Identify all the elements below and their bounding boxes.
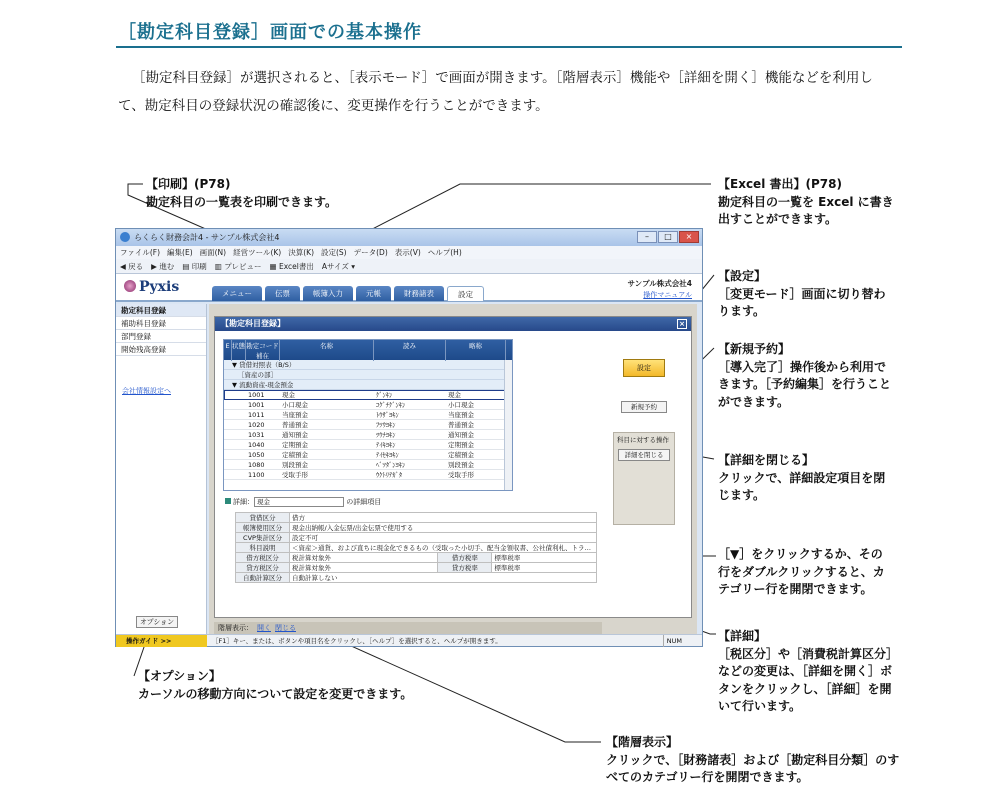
back-label: 戻る (128, 262, 144, 271)
callout-excel (718, 176, 896, 229)
table-cell: ｹﾞﾝｷﾝ (376, 391, 393, 399)
detail-label: 詳細： (233, 498, 254, 506)
callout-print-body: 勘定科目の一覧表を印刷できます。 (146, 194, 338, 209)
detail-row-label: CVP集計区分 (236, 533, 290, 543)
hierarchy-bar (214, 622, 602, 634)
num-lock-indicator: NUM (663, 635, 682, 647)
callout-triangle-text: ［▼］をクリックするか、その行をダブルクリックすると、カテゴリー行を開閉できます。 (718, 547, 885, 596)
sidebar (116, 304, 207, 635)
tab-settings[interactable]: 設定 (447, 286, 484, 301)
callout-detail-body: ［税区分］や［消費税計算区分］などの変更は、［詳細を開く］ボタンをクリックし、［詳細］を開いて行います。 (718, 646, 893, 713)
account-operations-panel (613, 432, 675, 525)
back-button[interactable]: ◀ 戻る (120, 262, 144, 271)
table-cell (224, 440, 246, 449)
callout-option-body: カーソルの移動方向について設定を変更できます。 (138, 686, 413, 701)
manual-link[interactable]: 操作マニュアル (643, 291, 692, 299)
operation-guide-button[interactable]: 操作ガイド >> (116, 635, 207, 647)
option-button[interactable]: オプション (136, 616, 178, 628)
menu-screen[interactable]: 画面(N) (199, 248, 227, 257)
callout-close-detail-title: 【詳細を閉じる】 (718, 453, 815, 467)
table-cell: 1011 (248, 411, 265, 419)
detail-row (236, 573, 597, 583)
detail-row-value[interactable]: 税計算対象外 (290, 563, 438, 573)
intro-paragraph: ［勘定科目登録］が選択されると、［表示モード］で画面が開きます。［階層表示］機能や［詳細を開く］機能などを利用して、勘定科目の登録状況の確認後に、変更操作を行うことができます。 (118, 70, 873, 114)
menu-tools[interactable]: 経営ツール(K) (233, 248, 282, 257)
company-settings-link[interactable]: 会社情報設定へ (122, 387, 171, 395)
settings-button[interactable]: 設定 (623, 359, 665, 377)
category-row[interactable]: ▼ 貸借対照表（B/S） (224, 360, 512, 370)
detail-header (225, 497, 381, 507)
col-name: 名称 (280, 340, 374, 361)
callout-option-title: 【オプション】 (138, 669, 221, 683)
callout-close-detail-body: クリックで、詳細設定項目を閉じます。 (718, 470, 886, 502)
table-cell: 定期預金 (448, 441, 474, 449)
table-cell (224, 430, 246, 439)
detail-row-value[interactable]: 自動計算しない (290, 573, 597, 583)
detail-row-label: 借方税率 (438, 553, 492, 563)
callout-print-page: (P78) (194, 177, 231, 191)
detail-row-label: 科目説明 (236, 543, 290, 553)
table-cell: 普通預金 (282, 421, 308, 429)
table-cell: ｳｹﾄﾘﾃｶﾞﾀ (376, 471, 402, 479)
callout-detail-title: 【詳細】 (718, 629, 767, 643)
tab-financial-statements[interactable]: 財務諸表 (394, 286, 444, 301)
table-cell (224, 390, 246, 399)
callout-excel-page: (P78) (805, 177, 842, 191)
excel-export-button[interactable]: ▦ Excel書出 (269, 262, 314, 271)
detail-row-value[interactable]: 借方 (290, 513, 597, 523)
detail-row (236, 553, 597, 563)
grid-header (224, 340, 512, 360)
table-row[interactable] (224, 390, 512, 400)
paper-size-label: Aサイズ (321, 262, 349, 271)
table-cell (224, 400, 246, 409)
grid-rows (224, 390, 512, 480)
detail-row-label: 自動計算区分 (236, 573, 290, 583)
detail-row-label: 帳簿使用区分 (236, 523, 290, 533)
table-cell (224, 460, 246, 469)
account-dialog (214, 316, 692, 618)
toolbar (116, 259, 702, 274)
table-row[interactable] (224, 470, 512, 480)
app-header (116, 274, 702, 302)
forward-label: 進む (159, 262, 175, 271)
forward-button[interactable]: ▶ 進む (151, 262, 175, 271)
table-cell: ﾍﾞﾂﾀﾞﾝﾖｷﾝ (376, 461, 406, 469)
table-cell: 当座預金 (448, 411, 474, 419)
callout-hierarchy-body: クリックで、［財務諸表］および［勘定科目分類］のすべてのカテゴリー行を開閉できます。 (606, 752, 900, 784)
sidebar-item-accounts[interactable]: 勘定科目登録 (116, 304, 206, 317)
table-row[interactable] (224, 400, 512, 410)
callout-settings-body: ［変更モード］画面に切り替わります。 (718, 286, 886, 318)
menu-data[interactable]: データ(D) (353, 248, 388, 257)
menu-edit[interactable]: 編集(E) (167, 248, 193, 257)
callout-option (138, 668, 458, 703)
menu-settings[interactable]: 設定(S) (321, 248, 347, 257)
print-label: 印刷 (191, 262, 207, 271)
table-cell: 現金 (448, 391, 461, 399)
excel-export-label: Excel書出 (278, 262, 314, 271)
detail-row (236, 513, 597, 523)
status-bar (116, 634, 702, 646)
callout-print-title: 【印刷】 (146, 177, 195, 191)
sidebar-item-departments[interactable]: 部門登録 (116, 330, 206, 343)
hierarchy-open-link[interactable]: 開く (257, 624, 271, 632)
table-cell: 1001 (248, 401, 265, 409)
detail-row-label: 借方税区分 (236, 553, 290, 563)
print-button[interactable]: ▤ 印刷 (182, 262, 207, 271)
sidebar-item-opening-balance[interactable]: 開始残高登録 (116, 343, 206, 356)
app-icon (120, 232, 130, 242)
detail-row (236, 563, 597, 573)
content-area (209, 304, 697, 635)
callout-settings (718, 268, 894, 321)
table-cell: 別段預金 (448, 461, 474, 469)
close-detail-button[interactable]: 詳細を閉じる (618, 449, 670, 461)
table-cell (224, 420, 246, 429)
company-name: サンプル株式会社4 (627, 279, 692, 288)
detail-suffix: の詳細項目 (346, 498, 382, 506)
detail-row-value[interactable]: 標準税率 (492, 553, 597, 563)
table-cell (224, 450, 246, 459)
detail-row-label: 貸借区分 (236, 513, 290, 523)
callout-new-reserve (718, 341, 896, 411)
maximize-icon[interactable]: □ (658, 231, 678, 243)
hierarchy-label: 階層表示： (218, 624, 253, 632)
minimize-icon[interactable]: – (637, 231, 657, 243)
window-titlebar (116, 229, 702, 246)
detail-row-value[interactable]: 設定不可 (290, 533, 597, 543)
table-cell: 1050 (248, 451, 265, 459)
table-cell: ﾃｲｾｷﾖｷﾝ (376, 451, 399, 459)
callout-hierarchy-title: 【階層表示】 (606, 735, 679, 749)
table-cell: 通知預金 (448, 431, 474, 439)
table-cell: 1100 (248, 471, 265, 479)
logo-mark-icon (124, 280, 136, 292)
col-e: E (224, 340, 232, 361)
callout-close-detail (718, 452, 888, 505)
detail-row-value[interactable]: 税計算対象外 (290, 553, 438, 563)
tab-voucher[interactable]: 伝票 (265, 286, 300, 301)
logo-text: Pyxis (139, 279, 180, 295)
detail-account-field[interactable]: 現金 (254, 497, 344, 507)
table-cell: 小口現金 (282, 401, 308, 409)
account-grid (223, 339, 513, 491)
ops-label: 科目に対する操作 (617, 436, 669, 444)
callout-new-reserve-body: ［導入完了］操作後から利用できます。［予約編集］を行うことができます。 (718, 359, 892, 409)
callout-triangle (718, 546, 892, 599)
table-row[interactable] (224, 420, 512, 430)
table-cell: 普通預金 (448, 421, 474, 429)
col-abbr: 略称 (446, 340, 506, 361)
paper-size-button[interactable]: Aサイズ ▾ (321, 262, 356, 271)
menu-view[interactable]: 表示(V) (394, 248, 421, 257)
table-cell: 別段預金 (282, 461, 308, 469)
table-cell: 1040 (248, 441, 265, 449)
menu-help[interactable]: ヘルプ(H) (427, 248, 462, 257)
window-controls (637, 231, 699, 243)
preview-label: プレビュー (224, 262, 262, 271)
table-cell: 現金 (282, 391, 295, 399)
col-status: 状態 (232, 340, 246, 361)
tab-ledger[interactable]: 元帳 (356, 286, 391, 301)
tab-menu[interactable]: メニュー (212, 286, 262, 301)
table-cell: 1001 (248, 391, 265, 399)
main-tabs (212, 286, 484, 301)
detail-row-value[interactable]: 現金出納帳/入金伝票/出金伝票で使用する (290, 523, 597, 533)
detail-row (236, 533, 597, 543)
callout-detail (718, 628, 896, 716)
table-cell: ｺｸﾞﾁｹﾞﾝｷﾝ (376, 401, 406, 409)
menubar (116, 246, 702, 259)
menu-closing[interactable]: 決算(K) (288, 248, 314, 257)
dialog-title (215, 317, 691, 331)
grid-scrollbar[interactable] (504, 360, 512, 490)
callout-excel-title: 【Excel 書出】 (718, 177, 806, 191)
detail-table (235, 512, 597, 583)
title-rule (116, 46, 902, 48)
category-row[interactable]: ▼ 流動資産-現金預金 (224, 380, 512, 390)
detail-row-label: 貸方税区分 (236, 563, 290, 573)
table-cell (224, 410, 246, 419)
table-cell: 1031 (248, 431, 265, 439)
pyxis-logo (124, 279, 179, 295)
app-window (115, 228, 703, 647)
dialog-close-icon[interactable]: × (677, 319, 687, 329)
callout-print (146, 176, 376, 211)
detail-row-value[interactable]: ＜資産＞通貨、および直ちに現金化できるもの（受取った小切手、配当金領収書、公社債利札、トラ… (290, 543, 597, 553)
table-cell: ﾂｳﾁﾖｷﾝ (376, 431, 396, 439)
callout-excel-body: 勘定科目の一覧を Excel に書き出すことができます。 (718, 194, 894, 226)
tab-book-entry[interactable]: 帳簿入力 (303, 286, 353, 301)
table-row[interactable] (224, 440, 512, 450)
detail-row-value[interactable]: 標準税率 (492, 563, 597, 573)
status-message: ［F1］キー、または、ボタンや項目名をクリックし、［ヘルプ］を選択すると、ヘルプが開きます。 (212, 637, 502, 645)
new-reserve-button[interactable]: 新規予約 (621, 401, 667, 413)
sidebar-item-sub-accounts[interactable]: 補助科目登録 (116, 317, 206, 330)
table-cell: 定積預金 (448, 451, 474, 459)
window-title: らくらく財務会計4 - サンプル株式会社4 (134, 233, 280, 242)
menu-file[interactable]: ファイル(F) (120, 248, 161, 257)
callout-settings-title: 【設定】 (718, 269, 767, 283)
preview-button[interactable]: ▥ プレビュー (214, 262, 262, 271)
table-cell: 1080 (248, 461, 265, 469)
col-reading: 読み (374, 340, 446, 361)
table-cell: 当座預金 (282, 411, 308, 419)
detail-row (236, 543, 597, 553)
table-cell: 定期預金 (282, 441, 308, 449)
hierarchy-close-link[interactable]: 閉じる (275, 624, 296, 632)
detail-row-label: 貸方税率 (438, 563, 492, 573)
category-row[interactable]: ［資産の部］ (224, 370, 512, 380)
col-code: 勘定コード 補在 (246, 342, 279, 360)
table-cell: 1020 (248, 421, 265, 429)
table-cell: ﾌﾂｳﾖｷﾝ (376, 421, 396, 429)
table-cell: 定積預金 (282, 451, 308, 459)
close-icon[interactable]: × (679, 231, 699, 243)
detail-marker-icon (225, 498, 231, 504)
table-cell: ﾃｲｷﾖｷﾝ (376, 441, 396, 449)
table-row[interactable] (224, 450, 512, 460)
table-row[interactable] (224, 460, 512, 470)
table-cell: 小口現金 (448, 401, 474, 409)
table-cell (224, 470, 246, 479)
page-title: ［勘定科目登録］画面での基本操作 (118, 22, 422, 43)
detail-row (236, 523, 597, 533)
table-cell: ﾄｳｻﾞﾖｷﾝ (376, 411, 399, 419)
table-cell: 受取手形 (282, 471, 308, 479)
callout-new-reserve-title: 【新規予約】 (718, 342, 791, 356)
callout-hierarchy (606, 734, 906, 787)
table-row[interactable] (224, 430, 512, 440)
table-cell: 受取手形 (448, 471, 474, 479)
table-cell: 通知預金 (282, 431, 308, 439)
dialog-title-text: 【勘定科目登録】 (221, 319, 285, 328)
table-row[interactable] (224, 410, 512, 420)
